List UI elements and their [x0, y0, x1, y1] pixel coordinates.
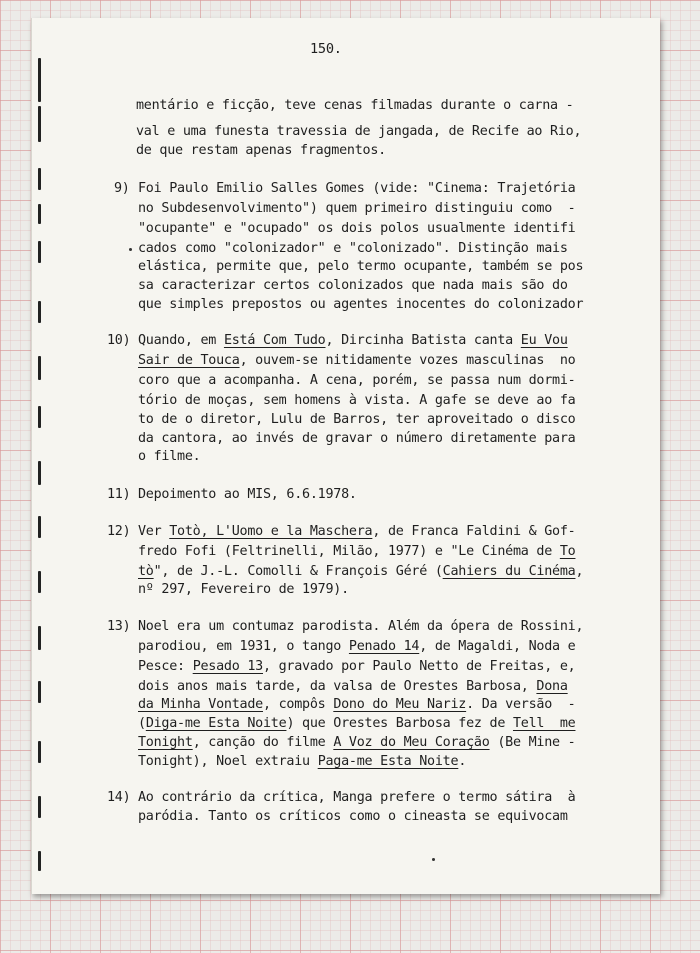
text-line — [138, 487, 357, 502]
text-segment: Ver — [138, 524, 170, 539]
text-segment: mentário e ficção, teve cenas filmadas durante o carna - — [136, 98, 574, 113]
text-line — [136, 143, 386, 158]
underlined-title: da Minha Vontade — [138, 697, 263, 712]
text-segment: val e uma funesta travessia de jangada, de Recife ao Rio, — [136, 124, 582, 139]
text-segment: (Be Mine - — [489, 735, 576, 750]
underlined-title: Cahiers du Cinéma — [442, 564, 576, 579]
text-segment: 10) — [107, 333, 131, 348]
underlined-title: Tonight — [138, 735, 193, 750]
text-segment: dois anos mais tarde, da valsa de Orestes Barbosa, — [138, 679, 537, 694]
underlined-title: tò — [138, 564, 154, 579]
text-line — [138, 201, 575, 216]
text-segment: 13) — [107, 619, 131, 634]
text-segment: Quando, em — [138, 333, 224, 348]
page-number: 150. — [310, 41, 342, 57]
ink-speck — [432, 858, 435, 861]
text-line — [138, 809, 568, 824]
underlined-title: Está Com Tudo — [223, 333, 326, 348]
text-line — [138, 582, 349, 597]
text-segment: to de o diretor, Lulu de Barros, ter aproveitado o disco — [138, 412, 576, 427]
text-segment: elástica, permite que, pelo termo ocupante, também se pos — [138, 259, 584, 274]
text-segment: Tonight), Noel extraiu — [138, 754, 318, 769]
text-segment: Pesce: — [138, 659, 193, 674]
text-line — [138, 333, 568, 348]
text-segment: , canção do filme — [192, 735, 334, 750]
text-line — [138, 735, 576, 750]
text-segment: , Dircinha Batista canta — [325, 333, 521, 348]
text-segment: 11) — [107, 487, 131, 502]
note-number — [107, 524, 130, 539]
text-line — [138, 449, 201, 464]
text-line — [138, 790, 575, 805]
text-segment: 14) — [107, 790, 131, 805]
text-line — [138, 278, 568, 293]
note-number — [107, 333, 130, 348]
text-segment: nº 297, Fevereiro de 1979). — [138, 582, 349, 597]
note-number — [107, 619, 130, 634]
text-line — [138, 697, 576, 712]
underlined-title: Eu Vou — [520, 333, 568, 348]
text-segment: ( — [138, 716, 146, 731]
text-segment: Noel era um contumaz parodista. Além da ópera de Rossini, — [138, 619, 584, 634]
text-segment: coro que a acompanha. A cena, porém, se passa num dormi- — [138, 373, 576, 388]
text-segment: "ocupante" e "ocupado" os dois polos usualmente identifi — [138, 221, 576, 236]
text-segment: Foi Paulo Emilio Salles Gomes (vide: "Cinema: Trajetória — [138, 181, 576, 196]
text-segment: de que restam apenas fragmentos. — [136, 143, 386, 158]
text-segment: . Da versão - — [466, 697, 576, 712]
underlined-title: Pesado 13 — [192, 659, 263, 674]
text-line — [138, 181, 575, 196]
text-segment: da cantora, ao invés de gravar o número diretamente para — [138, 431, 576, 446]
note-number — [107, 790, 130, 805]
underlined-title: Totò, L'Uomo e la Maschera — [169, 524, 373, 539]
text-line — [138, 259, 583, 274]
note-number — [114, 181, 130, 196]
text-segment: parodiou, em 1931, o tango — [138, 639, 349, 654]
underlined-title: Tell me — [512, 716, 576, 731]
text-line — [138, 716, 575, 731]
underlined-title: Dona — [536, 679, 568, 694]
text-line — [138, 544, 575, 559]
underlined-title: To — [559, 544, 576, 559]
text-segment: Ao contrário da crítica, Manga prefere o termo sátira à — [138, 790, 576, 805]
note-number — [107, 487, 130, 502]
ink-speck — [129, 248, 132, 251]
text-line — [138, 353, 575, 368]
text-line — [138, 241, 568, 256]
text-line — [138, 659, 575, 674]
underlined-title: Penado 14 — [348, 639, 420, 654]
text-segment: ) que Orestes Barbosa fez de — [286, 716, 513, 731]
hole-punch-edge-marks — [38, 36, 42, 876]
text-line — [138, 393, 575, 408]
text-line — [136, 124, 581, 139]
underlined-title: Dono do Meu Nariz — [333, 697, 467, 712]
text-line — [138, 221, 575, 236]
text-segment: , de Franca Faldini & Gof- — [372, 524, 576, 539]
text-line — [136, 98, 573, 113]
text-line — [138, 373, 575, 388]
text-segment: 12) — [107, 524, 131, 539]
text-segment: fredo Fofi (Feltrinelli, Milão, 1977) e "Le Cinéma de — [138, 544, 560, 559]
underlined-title: A Voz do Meu Coração — [333, 735, 490, 750]
text-segment: paródia. Tanto os críticos como o cineasta se equivocam — [138, 809, 568, 824]
text-segment: , de Magaldi, Noda e — [419, 639, 576, 654]
text-segment: o filme. — [138, 449, 201, 464]
text-segment: , — [575, 564, 584, 579]
text-segment: tório de moças, sem homens à vista. A gafe se deve ao fa — [138, 393, 576, 408]
text-line — [138, 679, 568, 694]
text-line — [138, 754, 466, 769]
text-line — [138, 297, 583, 312]
text-line — [138, 412, 575, 427]
text-segment: no Subdesenvolvimento") quem primeiro distinguiu como - — [138, 201, 576, 216]
text-line — [138, 431, 575, 446]
text-segment: , ouvem-se nitidamente vozes masculinas no — [239, 353, 576, 368]
text-line — [138, 639, 575, 654]
text-segment: , gravado por Paulo Netto de Freitas, e, — [263, 659, 576, 674]
text-line — [138, 524, 575, 539]
text-segment: que simples prepostos ou agentes inocentes do colonizador — [138, 297, 584, 312]
text-line — [138, 619, 583, 634]
text-segment: . — [458, 754, 467, 769]
underlined-title: Diga-me Esta Noite — [145, 716, 287, 731]
text-line — [138, 564, 583, 579]
underlined-title: Paga-me Esta Noite — [317, 754, 459, 769]
text-segment: Depoimento ao MIS, 6.6.1978. — [138, 487, 357, 502]
text-segment: ", de J.-L. Comolli & François Géré ( — [153, 564, 443, 579]
text-segment: sa caracterizar certos colonizados que nada mais são do — [138, 278, 568, 293]
underlined-title: Sair de Touca — [138, 353, 240, 368]
text-segment: 9) — [114, 181, 130, 196]
text-segment: , compôs — [263, 697, 334, 712]
text-segment: cados como "colonizador" e "colonizado". Distinção mais — [138, 241, 568, 256]
